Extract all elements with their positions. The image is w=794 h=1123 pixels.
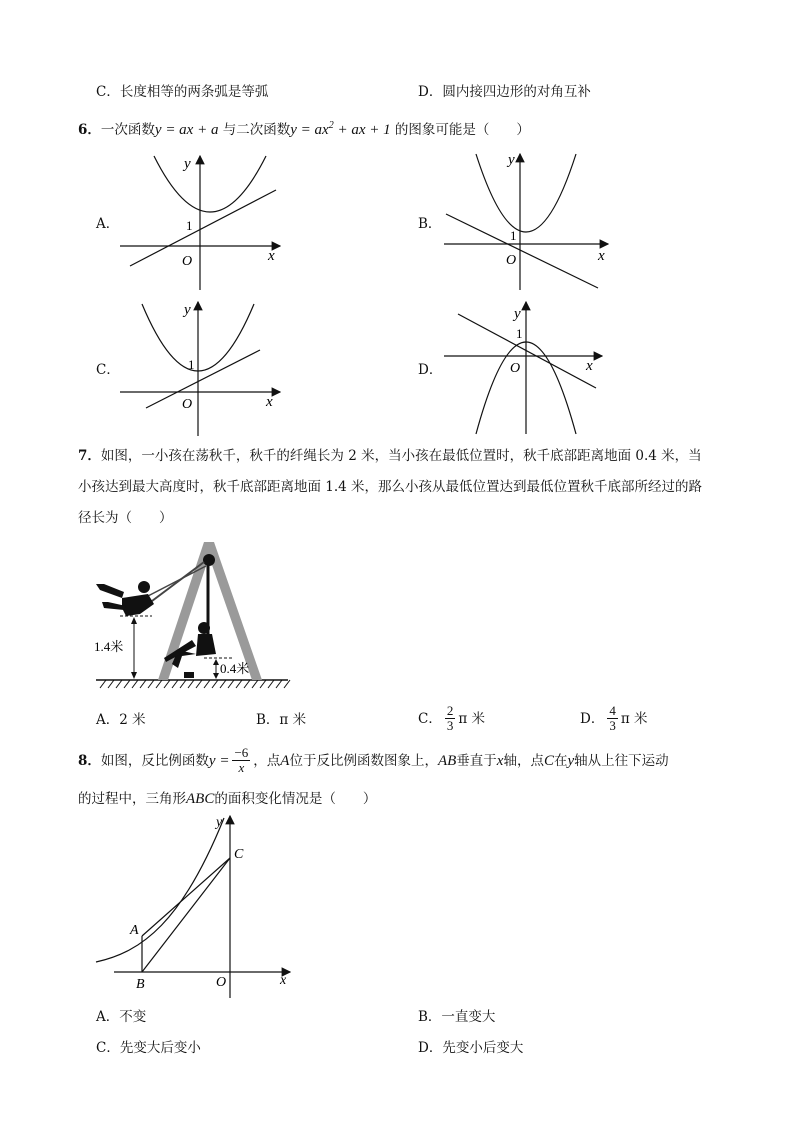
parabola [476, 154, 576, 232]
q6-graph-d [436, 296, 616, 441]
ground-hatching [100, 680, 290, 688]
question-number: 7． [78, 448, 101, 464]
q7-option-b: B．π 米 [256, 712, 307, 728]
q6-option-b-label: B． [418, 216, 442, 232]
one-label: 1 [510, 228, 517, 243]
q6-text-1: 一次函数 [100, 122, 155, 138]
y-axis-label: y [184, 302, 191, 318]
point-a-label: A [130, 923, 139, 938]
x-axis-label: x [280, 973, 287, 988]
question-7-stem-line-3: 径长为（ ） [78, 510, 173, 526]
label-0-4m: 0.4米 [220, 661, 250, 676]
q8-option-d: D．先变小后变大 [418, 1040, 524, 1056]
prev-option-c: C．长度相等的两条弧是等弧 [96, 84, 269, 100]
x-axis-label: x [268, 248, 275, 264]
q6-formula-linear: y = ax + a [154, 122, 219, 138]
q8-figure [92, 812, 302, 1002]
q6-text-3: 的图象可能是（ ） [394, 122, 530, 138]
x-axis-label: x [266, 394, 273, 410]
q8-option-b: B．一直变大 [418, 1009, 496, 1025]
label-1-4m: 1.4米 [94, 639, 124, 654]
y-axis-label: y [514, 306, 521, 322]
origin-label: O [182, 254, 193, 269]
question-7-stem-line-2: 小孩达到最大高度时，秋千底部距离地面 1.4 米，那么小孩从最低位置达到最低位置秋千底部所经过的路 [78, 479, 703, 495]
question-8-stem-line-1: 8． 如图，反比例函数 y = $\frac{-6}{x}$ ，点 A 位于反比例函数图象上， AB 垂直于 x 轴，点 C 在 y 轴从上往下运动 [78, 745, 669, 775]
q7-option-a: A．2 米 [96, 712, 146, 728]
y-axis-label: y [184, 156, 191, 172]
origin-label: O [506, 253, 517, 268]
question-7-stem-line-1 [78, 446, 702, 466]
one-label: 1 [188, 357, 195, 372]
one-label: 1 [516, 326, 523, 341]
question-6-stem [78, 116, 530, 140]
x-axis-label: x [598, 248, 605, 264]
one-label: 1 [186, 218, 193, 233]
y-axis-label: y [216, 815, 223, 830]
origin-label: O [510, 361, 521, 376]
q7-option-c: C． $\frac{2}{3}$ π 米 [418, 703, 486, 733]
q6-graph-a [112, 150, 292, 295]
q6-option-a-label: A． [96, 216, 120, 232]
line [446, 214, 598, 288]
q6-graph-b [436, 150, 616, 295]
prev-option-d: D．圆内接四边形的对角互补 [418, 84, 591, 100]
q6-option-c-label: C． [96, 362, 120, 378]
question-number: 6． [78, 122, 101, 138]
question-8-stem-line-2: 的过程中，三角形ABC的面积变化情况是（ ） [78, 791, 377, 807]
q7-text-1: 如图，一小孩在荡秋千，秋千的纤绳长为 2 米，当小孩在最低位置时，秋千底部距离地面 0.4 米，当 [100, 448, 702, 464]
question-number: 8． [78, 752, 101, 769]
x-axis-label: x [586, 358, 593, 374]
point-c-label: C [234, 847, 244, 862]
q7-swing-figure [92, 536, 302, 692]
q6-graph-c [112, 296, 292, 441]
q7-option-d: D． $\frac{4}{3}$ π 米 [580, 703, 648, 733]
line [146, 350, 260, 408]
segment-ac [142, 858, 230, 936]
origin-label: O [182, 397, 193, 412]
y-axis-label: y [508, 152, 515, 168]
q6-formula-quadratic: $y = ax^2$ + ax + 1 [290, 120, 391, 138]
q6-option-d-label: D． [418, 362, 443, 378]
line [458, 314, 596, 388]
segment-bc [142, 858, 230, 972]
point-b-label: B [136, 977, 145, 992]
q6-text-2: 与二次函数 [222, 122, 291, 138]
line [130, 190, 276, 266]
q8-option-c: C．先变大后变小 [96, 1040, 201, 1056]
origin-label: O [216, 975, 227, 990]
child-high [96, 581, 154, 616]
q8-option-a: A．不变 [96, 1009, 147, 1025]
